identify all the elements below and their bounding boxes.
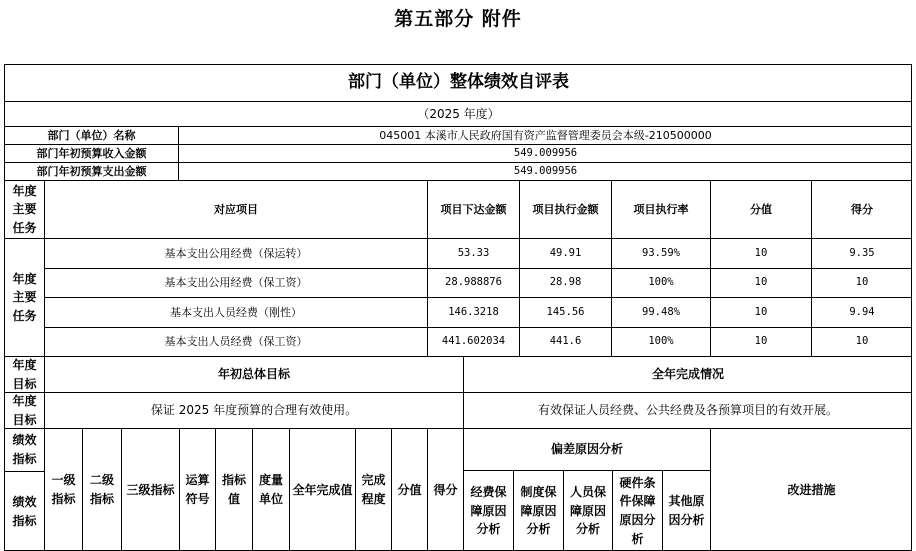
goal-label-2: 年度目标 [5, 393, 45, 429]
header-rate: 项目执行率 [612, 181, 711, 239]
ind-header-improvement: 改进措施 [711, 429, 912, 551]
row-score: 10 [812, 328, 912, 357]
page-title: 第五部分 附件 [394, 8, 522, 30]
main-task-label-2: 年度主要任务 [5, 239, 45, 357]
row-rate: 100% [612, 269, 711, 298]
ind-header-indicator-value: 指标值 [216, 429, 253, 551]
row-score-value: 10 [711, 269, 812, 298]
indicator-label-2: 绩效指标 [5, 472, 45, 551]
completion-text: 有效保证人员经费、公共经费及各预算项目的有效开展。 [464, 393, 912, 429]
ind-header-dev-other: 其他原因分析 [663, 471, 711, 551]
row-item: 基本支出人员经费（保工资） [45, 328, 428, 357]
goal-header: 年初总体目标 [45, 357, 464, 393]
row-item: 基本支出公用经费（保工资） [45, 269, 428, 298]
ind-header-dev-hardware: 硬件条件保障原因分析 [613, 471, 663, 551]
ind-header-score: 得分 [428, 429, 464, 551]
ind-header-score-value: 分值 [392, 429, 428, 551]
dept-name-label: 部门（单位）名称 [5, 127, 179, 145]
ind-header-dev-system: 制度保障原因分析 [514, 471, 564, 551]
row-rate: 100% [612, 328, 711, 357]
ind-header-deviation: 偏差原因分析 [464, 429, 711, 471]
row-score: 9.35 [812, 239, 912, 269]
row-score-value: 10 [711, 239, 812, 269]
ind-header-dev-staff: 人员保障原因分析 [564, 471, 613, 551]
row-executed: 145.56 [520, 298, 612, 328]
self-evaluation-table [4, 64, 912, 551]
expense-value: 549.009956 [179, 163, 912, 181]
row-score-value: 10 [711, 328, 812, 357]
row-allocated: 146.3218 [428, 298, 520, 328]
dept-name-value: 045001 本溪市人民政府国有资产监督管理委员会本级-210500000 [179, 127, 912, 145]
row-score: 10 [812, 269, 912, 298]
header-executed: 项目执行金额 [520, 181, 612, 239]
ind-header-degree: 完成程度 [356, 429, 392, 551]
ind-header-level1: 一级指标 [45, 429, 83, 551]
table-title: 部门（单位）整体绩效自评表 [5, 65, 912, 102]
goal-text: 保证 2025 年度预算的合理有效使用。 [45, 393, 464, 429]
ind-header-dev-funds: 经费保障原因分析 [464, 471, 514, 551]
row-item: 基本支出人员经费（刚性） [45, 298, 428, 328]
ind-header-unit: 度量单位 [253, 429, 290, 551]
row-allocated: 53.33 [428, 239, 520, 269]
completion-header: 全年完成情况 [464, 357, 912, 393]
income-label: 部门年初预算收入金额 [5, 145, 179, 163]
table-year: （2025 年度） [5, 102, 912, 127]
header-score-value: 分值 [711, 181, 812, 239]
ind-header-annual-value: 全年完成值 [290, 429, 356, 551]
main-task-label: 年度主要任务 [5, 181, 45, 239]
goal-label: 年度目标 [5, 357, 45, 393]
row-rate: 99.48% [612, 298, 711, 328]
ind-header-level3: 三级指标 [122, 429, 180, 551]
income-value: 549.009956 [179, 145, 912, 163]
expense-label: 部门年初预算支出金额 [5, 163, 179, 181]
row-rate: 93.59% [612, 239, 711, 269]
row-executed: 441.6 [520, 328, 612, 357]
indicator-label: 绩效指标 [5, 429, 45, 472]
row-score-value: 10 [711, 298, 812, 328]
row-allocated: 441.602034 [428, 328, 520, 357]
row-score: 9.94 [812, 298, 912, 328]
ind-header-operator: 运算符号 [180, 429, 216, 551]
row-allocated: 28.988876 [428, 269, 520, 298]
row-executed: 49.91 [520, 239, 612, 269]
row-executed: 28.98 [520, 269, 612, 298]
row-item: 基本支出公用经费（保运转） [45, 239, 428, 269]
ind-header-level2: 二级指标 [83, 429, 122, 551]
header-item: 对应项目 [45, 181, 428, 239]
header-allocated: 项目下达金额 [428, 181, 520, 239]
header-score: 得分 [812, 181, 912, 239]
